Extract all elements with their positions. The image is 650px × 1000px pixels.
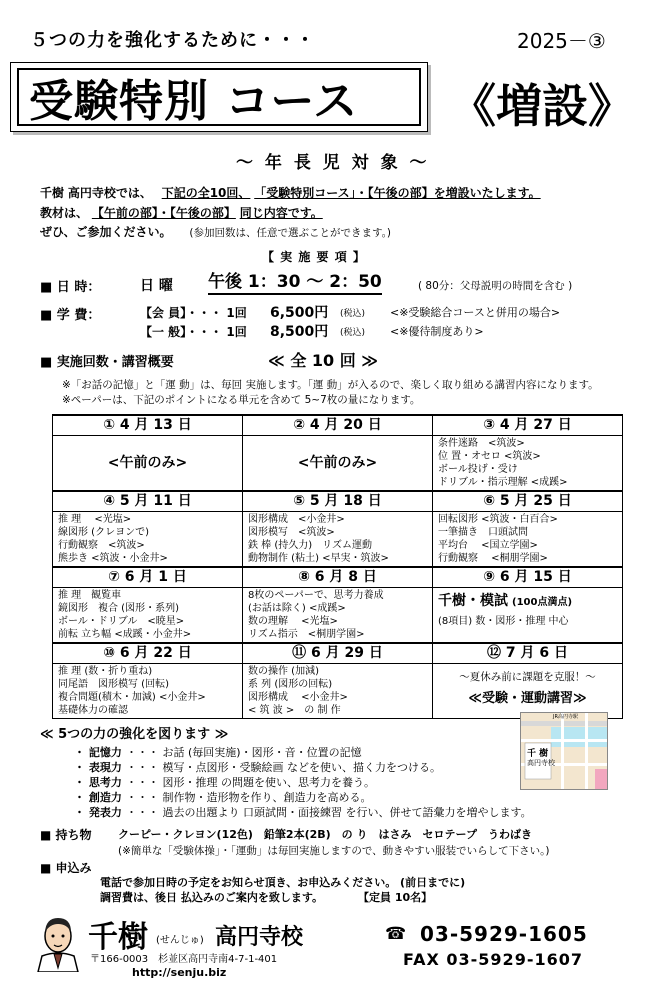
apply-line-2: 調習費は、後日 払込みのご案内を致します。 [100, 891, 323, 904]
date-label: ■ 日 時： [40, 280, 101, 295]
session-item: 平均台 <国立学園> [438, 540, 538, 551]
fee-general-price: 8,500円 [270, 324, 329, 340]
intro-line-1 [40, 184, 541, 201]
session-item: 複合問題(積木・加減) <小金井> [58, 692, 206, 703]
fee-general-note: <※優待制度あり> [390, 325, 484, 338]
five-item [74, 744, 362, 760]
session-item: 図形模写 <筑波> [248, 527, 335, 538]
five-item [74, 789, 372, 805]
session-item: リズム指示 <桐朋学園> [248, 629, 365, 640]
fee-label: ■ 学 費： [40, 308, 101, 323]
session-cell [53, 436, 243, 492]
map-station-label: JR高円寺駅 [553, 714, 578, 720]
fee-member-note: <※受験総合コースと併用の場合> [390, 306, 561, 319]
five-item-desc: ・・・ 制作物・造形物を作り、創造力を高める。 [126, 791, 372, 804]
session-item: 図形構成 <小金井> [248, 514, 345, 525]
session-date: ⑫ 7 月 6 日 [433, 643, 623, 664]
session-item: ドリブル・指示理解 <成蹊> [438, 477, 568, 488]
footer-brand: 千樹 [88, 920, 148, 955]
five-item-name: ・ 表現力 [74, 761, 122, 774]
map-school-label: 千 樹 [527, 749, 549, 759]
schedule-table [52, 414, 623, 719]
mock-exam-subjects: (8項目) 数・図形・推理 中心 [438, 616, 569, 627]
five-item [74, 774, 375, 790]
session-cell [53, 664, 243, 719]
issue-code: 2025－③ [517, 29, 606, 53]
fee-member: 【会 員】・・・ 1回 [140, 306, 247, 320]
five-item-name: ・ 思考力 [74, 776, 122, 789]
session-item: 行動観察 <筑波> [58, 540, 145, 551]
main-title: 受験特別 コース [29, 76, 359, 127]
five-item-desc: ・・・ お話 (毎回実施)・図形・音・位置の記憶 [126, 746, 362, 759]
five-item [74, 759, 441, 775]
five-item-name: ・ 創造力 [74, 791, 122, 804]
session-item: 一筆描き 口頭試問 [438, 527, 528, 538]
fee-member-price: 6,500円 [270, 305, 329, 321]
belongings-label: ■ 持ち物 [40, 828, 92, 842]
main-title-box [10, 62, 428, 132]
footer-tel[interactable]: 03-5929-1605 [420, 922, 588, 946]
apply-capacity: 【定員 10名】 [358, 891, 433, 904]
session-item: 系 列 (図形の回転) [248, 679, 333, 690]
five-item [74, 804, 532, 820]
intro-count: 下記の全10回、 [161, 186, 251, 200]
intro-course: 「受験特別コース」・【午後の部】を増設いたします。 [254, 186, 541, 200]
session-item: 動物制作 (粘土) <早実・筑波> [248, 553, 389, 564]
session-item: 条件迷路 <筑波> [438, 438, 525, 449]
phone-icon: ☎ [385, 924, 407, 944]
session-item: 推 理 <光塩> [58, 514, 132, 525]
session-item: 数の理解 <光塩> [248, 616, 338, 627]
session-morning-only: <午前のみ> [107, 454, 188, 471]
session-item: 鉄 棒 (持久力) リズム運動 [248, 540, 372, 551]
target-age: ～ 年 長 児 対 象 ～ [236, 153, 430, 173]
map-branch-label: 高円寺校 [527, 759, 555, 767]
date-day: 日 曜 [140, 278, 173, 294]
session-cell-mock-exam [433, 588, 623, 644]
five-item-name: ・ 記憶力 [74, 746, 122, 759]
title-extra: 《増設》 [450, 79, 634, 133]
intro-line-3 [40, 223, 391, 240]
intro-parts: 【午前の部】・【午後の部】 [91, 206, 236, 220]
intro-same: 同じ内容です。 [239, 206, 323, 220]
session-item: 線図形 (クレヨンで) [58, 527, 149, 538]
footer-fax: FAX 03-5929-1607 [403, 950, 583, 969]
intro-materials-label: 教材は、 [40, 206, 89, 220]
session-item: 推 理 (数・折り重ね) [58, 666, 153, 677]
session-date: ⑪ 6 月 29 日 [243, 643, 433, 664]
session-morning-only: <午前のみ> [297, 454, 378, 471]
session-cell [243, 436, 433, 492]
fee-general-tax: (税込) [340, 328, 366, 338]
session-item: 前転 立ち幅 <成蹊・小金井> [58, 629, 192, 640]
session-item: 回転図形 <筑波・白百合> [438, 514, 558, 525]
five-item-desc: ・・・ 図形・推理 の問題を使い、思考力を養う。 [126, 776, 375, 789]
session-date: ⑤ 5 月 18 日 [243, 491, 433, 512]
session-item: 位 置・オセロ <筑波> [438, 451, 541, 462]
session-cell [433, 512, 623, 568]
date-note: ( 80分：父母説明の時間を含む ) [418, 280, 573, 292]
footer-branch: 高円寺校 [215, 925, 304, 950]
intro-branch: 高円寺校では、 [67, 186, 152, 200]
session-item: 熊歩き <筑波・小金井> [58, 553, 168, 564]
footer-brand-reading: (せんじゅ) [156, 935, 204, 946]
mock-exam-score: (100点満点) [512, 597, 573, 608]
intro-line-2 [40, 204, 323, 221]
session-cell [243, 588, 433, 644]
session-item: < 筑 波 > の 制 作 [248, 705, 341, 716]
session-cell-summer [433, 664, 623, 719]
note-1: ※「お話の記憶」と「運 動」は、毎回 実施します。「運 動」が入るので、楽しく取り組める講習内容になります。 [62, 379, 599, 391]
belongings-note: (※簡単な「受験体操」・「運動」は毎回実施しますので、動きやすい服装でいらして下さい。) [118, 845, 550, 857]
footer-address: 〒166-0003 杉並区高円寺南4-7-1-401 [90, 954, 278, 965]
footer-url[interactable]: http://senju.biz [132, 966, 227, 979]
five-item-desc: ・・・ 模写・点図形・受験絵画 などを使い、描く力をつける。 [126, 761, 441, 774]
count-label: ■ 実施回数・講習概要 [40, 355, 174, 370]
session-date: ⑨ 6 月 15 日 [433, 567, 623, 588]
session-date: ③ 4 月 27 日 [433, 415, 623, 436]
session-date: ① 4 月 13 日 [53, 415, 243, 436]
session-item: 推 理 観覧車 [58, 590, 122, 601]
session-item: 鏡図形 複合 (図形・系列) [58, 603, 179, 614]
apply-line-1: 電話で参加日時の予定をお知らせ頂き、お申込みください。 (前日までに) [100, 876, 466, 889]
session-item: 行動観察 <桐朋学園> [438, 553, 548, 564]
fee-general: 【一 般】・・・ 1回 [140, 325, 247, 339]
session-item: 数の操作 (加減) [248, 666, 319, 677]
summer-slogan: ～夏休み前に課題を克服！～ [459, 671, 596, 683]
session-item: ボール・ドリブル <暁星> [58, 616, 185, 627]
five-heading: ≪ 5つの力の強化を図ります ≫ [40, 727, 229, 742]
page-subtitle: ５つの力を強化するために・・・ [30, 30, 315, 51]
intro-optional: (参加回数は、任意で選ぶことができます。) [189, 227, 391, 239]
session-item: 基礎体力の確認 [58, 705, 128, 716]
session-item: (お話は除く) <成蹊> [248, 603, 346, 614]
mock-exam-title: 千樹・模試 [438, 593, 508, 609]
session-cell [53, 588, 243, 644]
apply-label: ■ 申込み [40, 861, 92, 875]
fee-member-tax: (税込) [340, 309, 366, 319]
session-date: ⑩ 6 月 22 日 [53, 643, 243, 664]
five-item-name: ・ 発表力 [74, 806, 122, 819]
date-time: 午後 1：30 ～ 2：50 [208, 272, 382, 295]
session-cell [243, 512, 433, 568]
session-item: 図形構成 <小金井> [248, 692, 348, 703]
details-heading: 【 実 施 要 項 】 [262, 250, 366, 264]
session-date: ⑥ 5 月 25 日 [433, 491, 623, 512]
session-item: 8枚のペーパーで、思考力養成 [248, 590, 384, 601]
session-item: ボール投げ・受け [438, 464, 518, 475]
session-date: ⑧ 6 月 8 日 [243, 567, 433, 588]
count-value: ≪ 全 10 回 ≫ [268, 351, 379, 370]
session-item: 同尾語 図形模写 (回転) [58, 679, 169, 690]
teacher-illustration [34, 912, 82, 972]
access-map [520, 712, 608, 790]
session-date: ④ 5 月 11 日 [53, 491, 243, 512]
session-date: ⑦ 6 月 1 日 [53, 567, 243, 588]
session-cell [243, 664, 433, 719]
intro-invite: ぜひ、ご参加ください。 [40, 225, 172, 239]
intro-brand: 千樹 [40, 186, 65, 200]
belongings-items: クーピー・クレヨン(12色) 鉛筆2本(2B) の り はさみ セロテープ うわばき [118, 828, 532, 841]
five-item-desc: ・・・ 過去の出題より 口頭試問・面接練習 を行い、併せて語彙力を増やします。 [126, 806, 532, 819]
session-cell [433, 436, 623, 492]
main-title-frame [17, 68, 421, 126]
session-date: ② 4 月 20 日 [243, 415, 433, 436]
summer-title: ≪受験・運動講習≫ [468, 691, 587, 706]
note-2: ※ペーパーは、下記のポイントになる単元を含めて 5~7枚の量になります。 [62, 394, 421, 406]
teacher-avatar [34, 912, 82, 972]
session-cell [53, 512, 243, 568]
